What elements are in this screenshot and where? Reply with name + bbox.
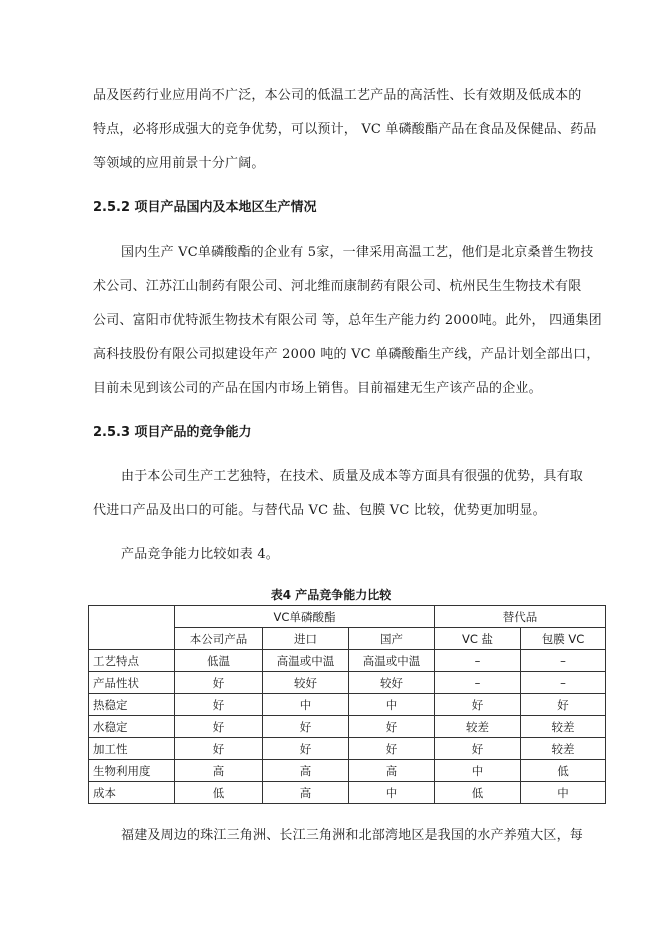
comparison-table [88, 605, 606, 804]
table-row [89, 694, 606, 716]
table-cell: 高 [175, 760, 263, 782]
table-cell: 低温 [175, 650, 263, 672]
table-row-label: 加工性 [89, 738, 175, 760]
table-subheader: 进口 [263, 628, 349, 650]
table-cell: 较好 [349, 672, 435, 694]
table-row [89, 760, 606, 782]
table-cell: 好 [349, 738, 435, 760]
table-cell: 高 [263, 782, 349, 804]
table-cell: 好 [263, 716, 349, 738]
table-group-header-vc: VC单磷酸酯 [175, 606, 435, 628]
table-subheader: 国产 [349, 628, 435, 650]
table-row [89, 650, 606, 672]
table-subheader: VC 盐 [435, 628, 521, 650]
table-cell: 好 [175, 672, 263, 694]
paragraph-2-line-5: 目前未见到该公司的产品在国内市场上销售。目前福建无生产该产品的企业。 [93, 381, 542, 396]
paragraph-3-line-2: 代进口产品及出口的可能。与替代品 VC 盐、包膜 VC 比较，优势更加明显。 [93, 503, 546, 518]
table-cell: 中 [349, 694, 435, 716]
table-row [89, 672, 606, 694]
paragraph-1-line-2: 特点，必将形成强大的竞争优势，可以预计， VC 单磷酸酯产品在食品及保健品、药品 [93, 122, 597, 137]
table-row-label: 生物利用度 [89, 760, 175, 782]
table-corner-cell [89, 606, 175, 650]
paragraph-2-line-4: 高科技股份有限公司拟建设年产 2000 吨的 VC 单磷酸酯生产线，产品计划全部出口， [93, 347, 600, 362]
table-cell: 好 [175, 716, 263, 738]
paragraph-2-line-1: 国内生产 VC单磷酸酯的企业有 5家，一律采用高温工艺，他们是北京桑普生物技 [121, 245, 594, 260]
table-cell: 高温或中温 [349, 650, 435, 672]
table-group-header-substitute: 替代品 [435, 606, 606, 628]
table-header-row-1 [89, 606, 606, 628]
table-cell: 中 [435, 760, 521, 782]
section-heading-2-5-3: 2.5.3 项目产品的竞争能力 [93, 425, 252, 440]
table-row [89, 738, 606, 760]
table-cell: 中 [349, 782, 435, 804]
table-row [89, 782, 606, 804]
table-subheader: 包膜 VC [521, 628, 606, 650]
table-row [89, 716, 606, 738]
table-row-label: 成本 [89, 782, 175, 804]
table-cell: 中 [263, 694, 349, 716]
paragraph-1-line-3: 等领域的应用前景十分广阔。 [93, 156, 265, 171]
table-cell: – [521, 650, 606, 672]
table-cell: 好 [175, 738, 263, 760]
table-cell: 较好 [263, 672, 349, 694]
table-row-label: 产品性状 [89, 672, 175, 694]
paragraph-4-line-1: 产品竞争能力比较如表 4。 [121, 547, 280, 562]
table-row-label: 工艺特点 [89, 650, 175, 672]
table-cell: 低 [435, 782, 521, 804]
table-cell: 好 [435, 738, 521, 760]
paragraph-1-line-1: 品及医药行业应用尚不广泛，本公司的低温工艺产品的高活性、长有效期及低成本的 [93, 88, 582, 103]
paragraph-2-line-3: 公司、富阳市优特派生物技术有限公司 等，总年生产能力约 2000吨。此外， 四通集团 [93, 313, 602, 328]
table-row-label: 热稳定 [89, 694, 175, 716]
table-cell: 好 [435, 694, 521, 716]
table-cell: 低 [175, 782, 263, 804]
table-cell: 较差 [435, 716, 521, 738]
paragraph-3-line-1: 由于本公司生产工艺独特，在技术、质量及成本等方面具有很强的优势，具有取 [121, 469, 584, 484]
table-cell: 好 [349, 716, 435, 738]
section-heading-2-5-2: 2.5.2 项目产品国内及本地区生产情况 [93, 200, 317, 215]
table-cell: 低 [521, 760, 606, 782]
table-cell: 高 [263, 760, 349, 782]
table-cell: 好 [521, 694, 606, 716]
table-cell: 高 [349, 760, 435, 782]
paragraph-5-line-1: 福建及周边的珠江三角洲、长江三角洲和北部湾地区是我国的水产养殖大区，每 [121, 828, 584, 843]
table-cell: 高温或中温 [263, 650, 349, 672]
table-cell: – [521, 672, 606, 694]
table-row-label: 水稳定 [89, 716, 175, 738]
table-cell: – [435, 650, 521, 672]
paragraph-2-line-2: 术公司、江苏江山制药有限公司、河北维而康制药有限公司、杭州民生生物技术有限 [93, 279, 582, 294]
table-subheader: 本公司产品 [175, 628, 263, 650]
table-cell: – [435, 672, 521, 694]
table-cell: 较差 [521, 716, 606, 738]
table-cell: 中 [521, 782, 606, 804]
table-cell: 好 [263, 738, 349, 760]
table-cell: 好 [175, 694, 263, 716]
table-cell: 较差 [521, 738, 606, 760]
table-caption: 表4 产品竞争能力比较 [270, 588, 392, 602]
